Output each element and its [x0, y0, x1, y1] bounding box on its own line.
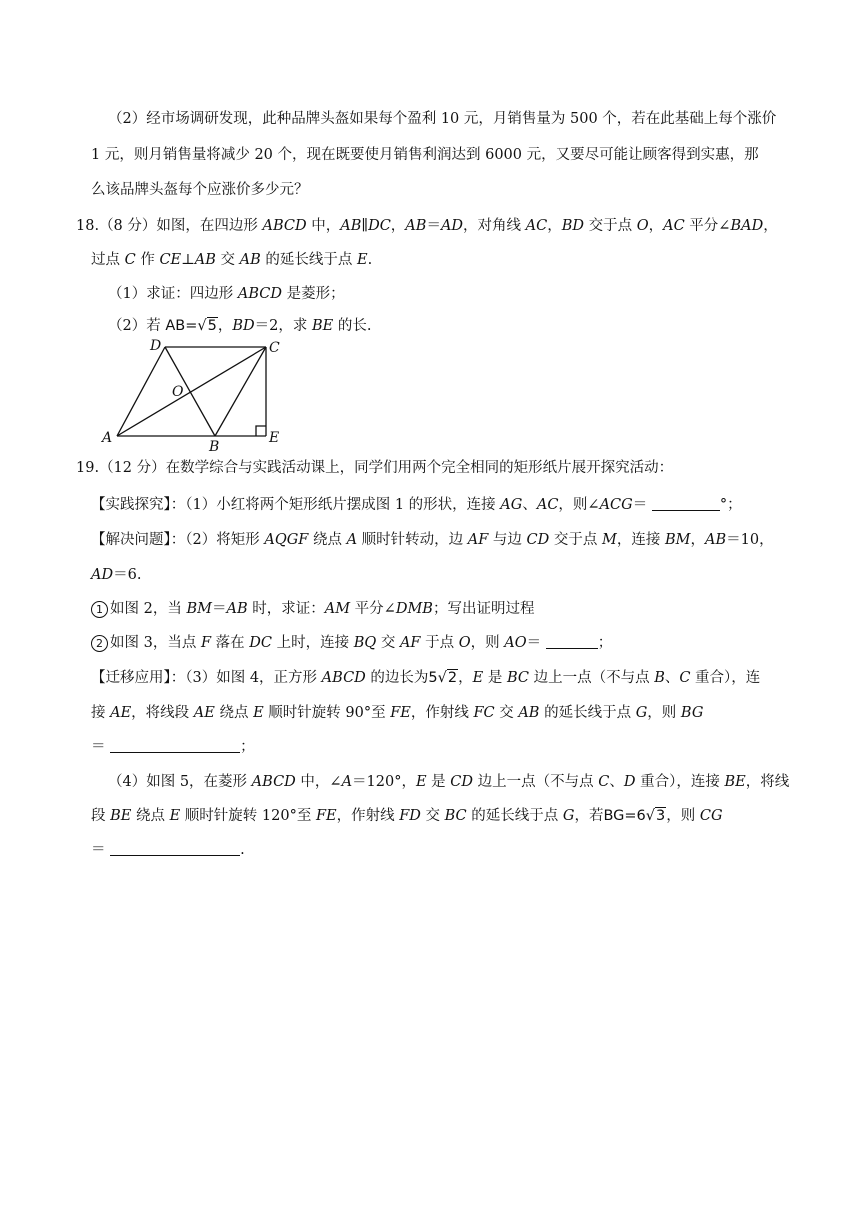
q19-subq2: 2 如图 3，当点 F 落在 DC 上时，连接 BQ 交 AF 于点 O，则 AO＝ ； [91, 633, 612, 653]
q18-part1: （1）求证：四边形 ABCD 是菱形； [108, 286, 345, 302]
circled-number-1: 1 [91, 601, 108, 618]
q18-stem-line2: 过点 C 作 CE⊥AB 交 AB 的延长线于点 E. [91, 252, 373, 268]
circled-number-2: 2 [91, 635, 108, 652]
q19-section3-line2: 接 AE，将线段 AE 绕点 E 顺时针旋转 90°至 FE，作射线 FC 交 AB 的延长线于点 G，则 BG [91, 705, 704, 721]
answer-blank-2[interactable] [546, 634, 598, 649]
q19-section1: 【实践探究】：（1）小红将两个矩形纸片摆成图 1 的形状，连接 AG、AC，则∠ACG＝ °； [91, 497, 742, 513]
q19-subq1: 1 如图 2，当 BM＝AB 时，求证：AM 平分∠DMB；写出证明过程 [91, 599, 534, 619]
label-O: O [172, 384, 184, 400]
rhombus-figure [95, 338, 295, 453]
q19-section2-line2: AD＝6. [91, 567, 142, 583]
label-C: C [269, 340, 280, 356]
q19-section4-line2: 段 BE 绕点 E 顺时针旋转 120°至 FE，作射线 FD 交 BC 的延长线于点 G，若BG=6√3，则 CG [91, 808, 723, 824]
question-score: （8 分） [99, 218, 157, 234]
q17-part2-line1: （2）经市场调研发现，此种品牌头盔如果每个盈利 10 元，月销售量为 500 个，若在此基础上每个涨价 [108, 111, 777, 127]
label-E: E [269, 430, 280, 446]
label-B: B [209, 439, 220, 453]
q19-stem: 19.（12 分）在数学综合与实践活动课上，同学们用两个完全相同的矩形纸片展开探究活动： [76, 460, 674, 476]
answer-blank-1[interactable] [652, 496, 720, 511]
answer-blank-3[interactable] [110, 738, 240, 753]
question-number: 18. [76, 218, 100, 234]
edge-BC [215, 347, 266, 436]
q19-section4-line3: ＝ . [91, 842, 245, 858]
q19-section3-line3: ＝ ； [91, 739, 255, 755]
q19-section2: 【解决问题】：（2）将矩形 AQGF 绕点 A 顺时针转动，边 AF 与边 CD 交于点 M，连接 BM，AB＝10， [91, 532, 774, 548]
question-number: 19. [76, 460, 100, 476]
edge-AD [117, 347, 165, 436]
q17-part2-line3: 么该品牌头盔每个应涨价多少元？ [91, 182, 309, 198]
question-score: （12 分） [99, 460, 166, 476]
q19-section4: （4）如图 5，在菱形 ABCD 中，∠A＝120°，E 是 CD 边上一点（不与点 C、D 重合），连接 BE，将线 [108, 774, 790, 790]
q19-section3: 【迁移应用】：（3）如图 4，正方形 ABCD 的边长为5√2，E 是 BC 边上一点（不与点 B、C 重合），连 [91, 670, 761, 686]
label-D: D [150, 338, 162, 354]
diagonal-AC [117, 347, 266, 436]
q18-part2: （2）若 AB=√5，BD＝2，求 BE 的长. [108, 318, 372, 334]
q17-part2-line2: 1 元，则月销售量将减少 20 个，现在既要使月销售利润达到 6000 元，又要尽可能让顾客得到实惠，那 [91, 147, 759, 163]
right-angle-mark [256, 426, 266, 436]
label-A: A [102, 430, 113, 446]
q18-stem-line1: 18.（8 分）如图，在四边形 ABCD 中，AB∥DC，AB＝AD，对角线 AC，BD 交于点 O，AC 平分∠BAD， [76, 218, 778, 234]
answer-blank-4[interactable] [110, 841, 240, 856]
